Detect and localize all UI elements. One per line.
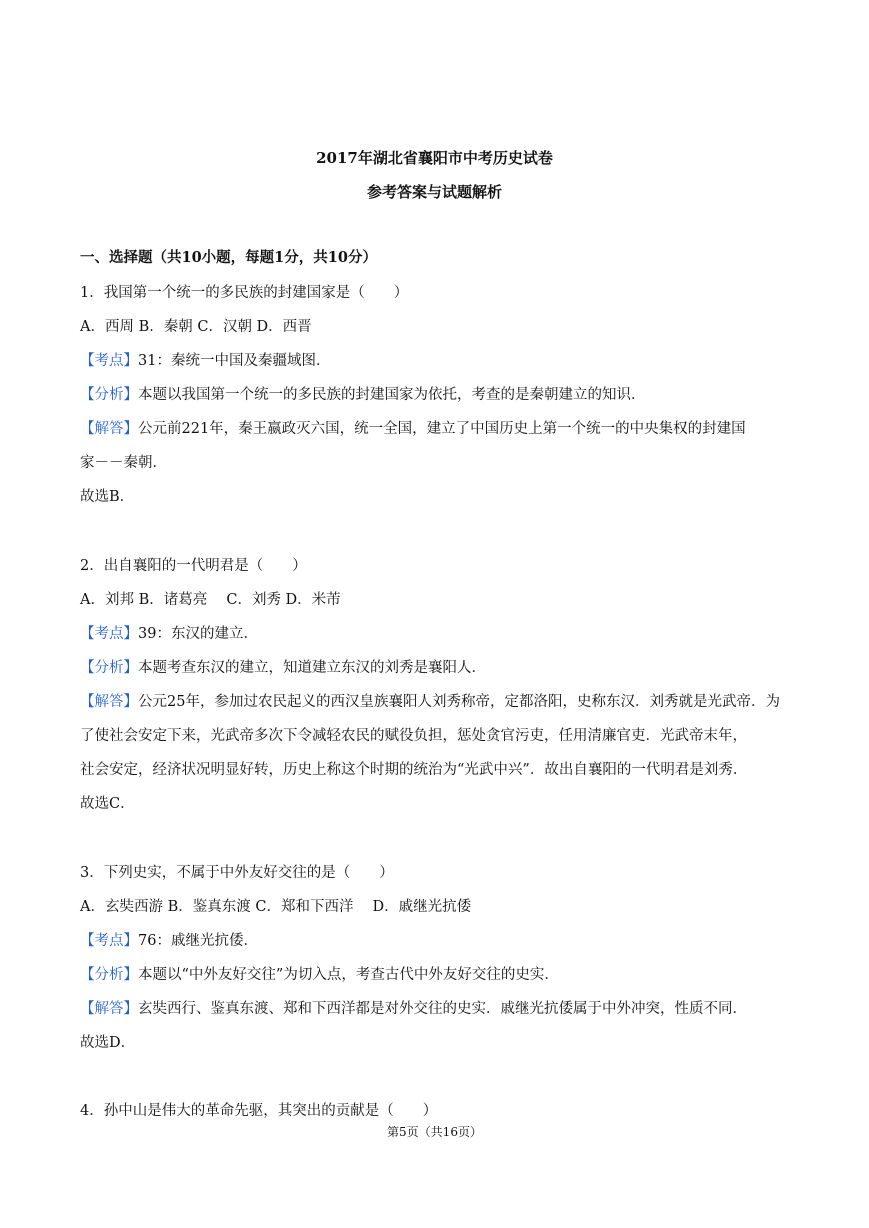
q2-jieda: [80, 692, 800, 712]
q1-fenxi-text: 本题以我国第一个统一的多民族的封建国家为依托，考查的是秦朝建立的知识．: [138, 387, 646, 403]
jieda-tag: 【解答】: [80, 694, 138, 710]
q2-fenxi: [80, 658, 800, 678]
q1-kaodian: [80, 351, 800, 371]
page-title: 2017年湖北省襄阳市中考历史试卷: [316, 149, 553, 167]
q3-answer: 故选D．: [80, 1035, 136, 1051]
q3-question: 3．下列史实，不属于中外友好交往的是（ ）: [80, 865, 394, 881]
q1-jieda-text-2: 家－－秦朝．: [80, 455, 167, 471]
q2-fenxi-text: 本题考查东汉的建立，知道建立东汉的刘秀是襄阳人．: [138, 660, 486, 676]
q2-options: A．刘邦 B．诸葛亮 C．刘秀 D．米芾: [80, 592, 341, 608]
q2-question: 2．出自襄阳的一代明君是（ ）: [80, 558, 307, 574]
q1-jieda-text-1: 公元前221年，秦王嬴政灭六国，统一全国，建立了中国历史上第一个统一的中央集权的封建国: [138, 421, 746, 437]
kaodian-tag: 【考点】: [80, 353, 138, 369]
q3-options: A．玄奘西游 B．鉴真东渡 C．郑和下西洋 D．戚继光抗倭: [80, 899, 472, 915]
q1-jieda: [80, 419, 800, 439]
jieda-tag: 【解答】: [80, 1001, 138, 1017]
kaodian-tag: 【考点】: [80, 626, 138, 642]
q1-kaodian-text: 31：秦统一中国及秦疆域图．: [138, 353, 331, 369]
q2-kaodian-text: 39：东汉的建立．: [138, 626, 258, 642]
q3-jieda-text-1: 玄奘西行、鉴真东渡、郑和下西洋都是对外交往的史实．戚继光抗倭属于中外冲突，性质不同．: [138, 1001, 747, 1017]
jieda-tag: 【解答】: [80, 421, 138, 437]
q2-jieda-text-2: 了使社会安定下来，光武帝多次下令减轻农民的赋役负担，惩处贪官污吏，任用清廉官吏．光武帝末年，: [80, 728, 747, 744]
q2-jieda-text-1: 公元25年，参加过农民起义的西汉皇族襄阳人刘秀称帝，定都洛阳，史称东汉．刘秀就是光武帝．为: [138, 694, 780, 710]
q3-fenxi: [80, 965, 800, 985]
q1-answer: 故选B．: [80, 489, 135, 505]
q3-fenxi-text: 本题以“中外友好交往”为切入点，考查古代中外友好交往的史实．: [138, 967, 559, 983]
section-heading: 一、选择题（共10小题，每题1分，共10分）: [80, 249, 377, 266]
q2-kaodian: [80, 624, 800, 644]
page-subtitle: 参考答案与试题解析: [366, 183, 502, 201]
q3-kaodian-text: 76：戚继光抗倭．: [138, 933, 258, 949]
q1-fenxi: [80, 385, 800, 405]
fenxi-tag: 【分析】: [80, 660, 138, 676]
fenxi-tag: 【分析】: [80, 967, 138, 983]
q2-answer: 故选C．: [80, 796, 135, 812]
q4-question: 4．孙中山是伟大的革命先驱，其突出的贡献是（ ）: [80, 1103, 438, 1119]
q2-jieda-text-3: 社会安定，经济状况明显好转，历史上称这个时期的统治为“光武中兴”．故出自襄阳的一代明君是刘秀．: [80, 762, 748, 778]
fenxi-tag: 【分析】: [80, 387, 138, 403]
kaodian-tag: 【考点】: [80, 933, 138, 949]
q3-kaodian: [80, 931, 800, 951]
page-footer: 第5页（共16页）: [387, 1125, 482, 1139]
q1-question: 1．我国第一个统一的多民族的封建国家是（ ）: [80, 285, 409, 301]
q3-jieda: [80, 999, 800, 1019]
q1-options: A．西周 B．秦朝 C．汉朝 D．西晋: [80, 319, 312, 335]
